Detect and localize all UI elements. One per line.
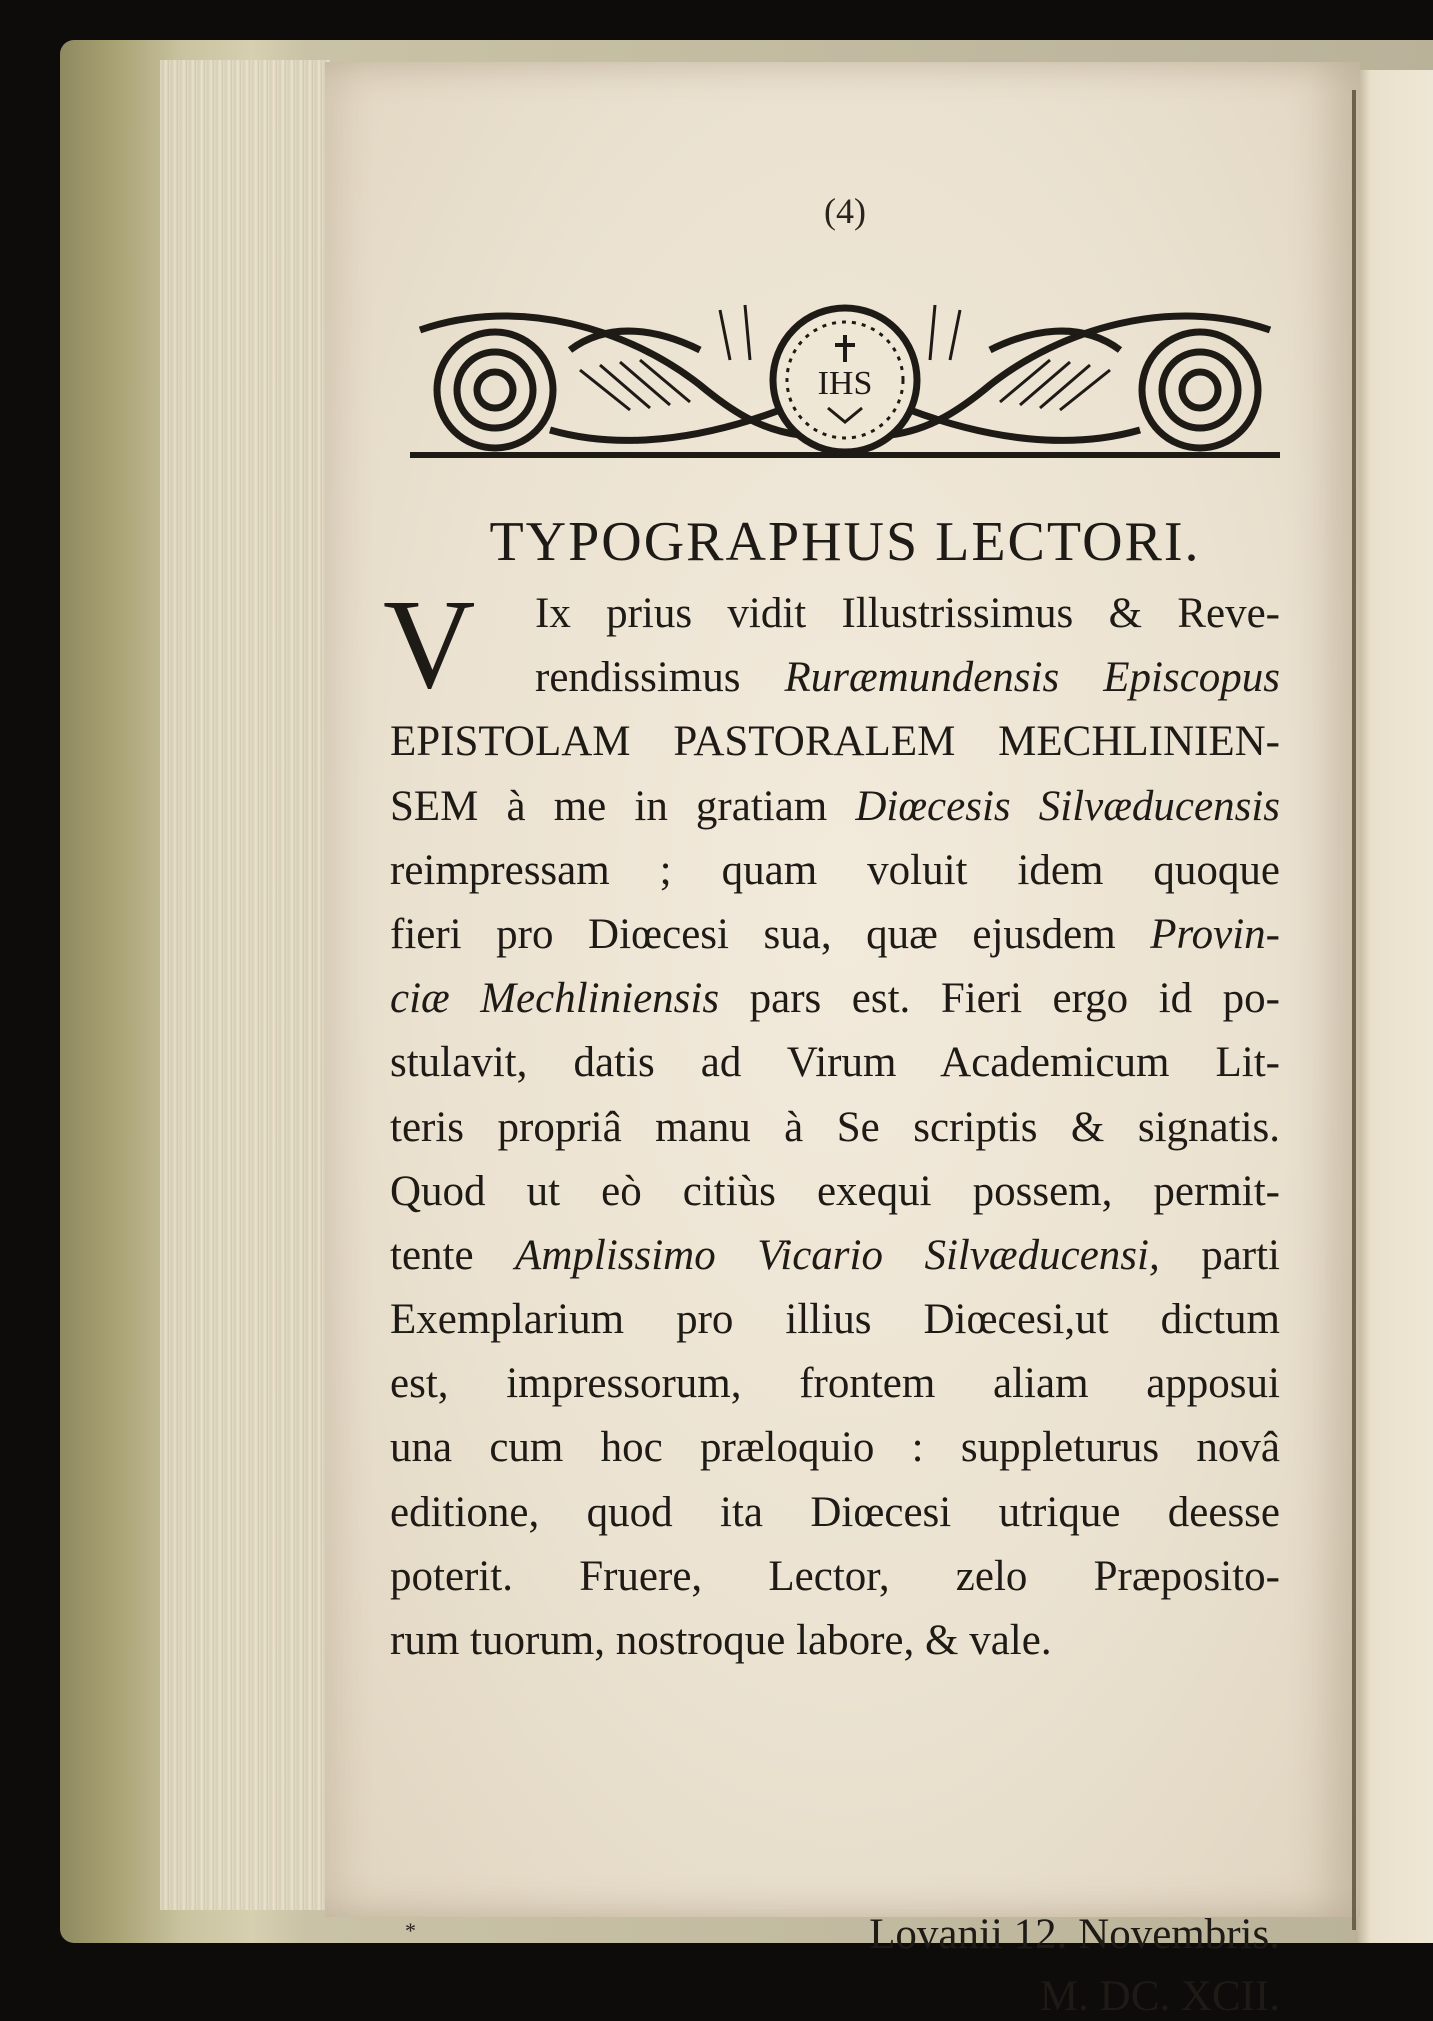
text-segment: Quod ut eò citiùs exequi possem, permit- [390, 1167, 1280, 1215]
text-line [390, 1096, 1280, 1160]
text-segment: Exemplarium pro illius Diœcesi,ut dictum [390, 1296, 1280, 1344]
text-line [390, 646, 1280, 710]
text-segment: editione, quod ita Diœcesi utrique deesse [390, 1488, 1280, 1536]
text-line [390, 1160, 1280, 1224]
text-segment: parti [1159, 1231, 1280, 1279]
text-segment: Amplissimo Vicario Silvæducensi, [515, 1231, 1160, 1279]
text-segment: teris propriâ manu à Se scriptis & signatis. [390, 1103, 1280, 1151]
book-page [325, 62, 1360, 2020]
drop-cap: V [383, 573, 476, 715]
ornament-monogram: IHS [817, 365, 873, 402]
text-segment: pars est. Fieri ergo id po- [719, 975, 1281, 1023]
text-segment: EPISTOLAM PASTORALEM MECHLINIEN- [390, 718, 1280, 766]
text-segment: est, impressorum, frontem aliam apposui [390, 1360, 1280, 1408]
text-line [390, 1224, 1280, 1288]
printer-mark: * [405, 1918, 416, 1943]
body-text [390, 582, 1280, 1673]
text-segment: Ruræmundensis Episcopus [784, 654, 1281, 702]
text-segment: stulavit, datis ad Virum Academicum Lit- [390, 1039, 1280, 1087]
page-heading: TYPOGRAPHUS LECTORI. [489, 511, 1201, 573]
text-segment: tente [390, 1231, 516, 1279]
gutter [1352, 90, 1356, 1930]
text-segment: Diœcesis Silvæducensis [855, 782, 1280, 830]
text-line [390, 967, 1280, 1031]
text-segment: una cum hoc præloquio : suppleturus novâ [390, 1424, 1280, 1472]
text-line [390, 1031, 1280, 1095]
page-number: (4) [824, 191, 866, 231]
text-line [390, 710, 1280, 774]
text-segment: poterit. Fruere, Lector, zelo Præposito- [390, 1552, 1280, 1600]
text-line [390, 1352, 1280, 1416]
text-line [390, 1288, 1280, 1352]
text-line [390, 1416, 1280, 1480]
imprint-year: M. DC. XCII. [1039, 1973, 1280, 2020]
text-segment: SEM à me in gratiam [390, 782, 856, 830]
text-line [390, 582, 1280, 646]
text-line [390, 775, 1280, 839]
text-line [390, 1609, 1280, 1673]
text-line [390, 839, 1280, 903]
text-line [390, 1481, 1280, 1545]
text-segment: ciæ Mechliniensis [390, 975, 720, 1023]
facing-page [1355, 70, 1433, 1943]
text-segment: rum tuorum, nostroque labore, & vale. [390, 1617, 1052, 1664]
text-line [390, 903, 1280, 967]
page-block-edges [160, 60, 330, 1910]
text-segment: rendissimus [535, 654, 785, 702]
text-segment: Ix prius vidit Illustrissimus & Reve- [535, 590, 1280, 637]
woodcut-ornament [400, 290, 1290, 470]
right-scroll [890, 316, 1270, 448]
text-segment: fieri pro Diœcesi sua, quæ ejusdem [390, 910, 1151, 958]
place-date: Lovanii 12. Novembris. [869, 1911, 1280, 1958]
left-scroll [420, 316, 800, 448]
text-segment: reimpressam ; quam voluit idem quoque [390, 846, 1280, 894]
text-line [390, 1545, 1280, 1609]
text-segment: Provin- [1150, 910, 1280, 958]
